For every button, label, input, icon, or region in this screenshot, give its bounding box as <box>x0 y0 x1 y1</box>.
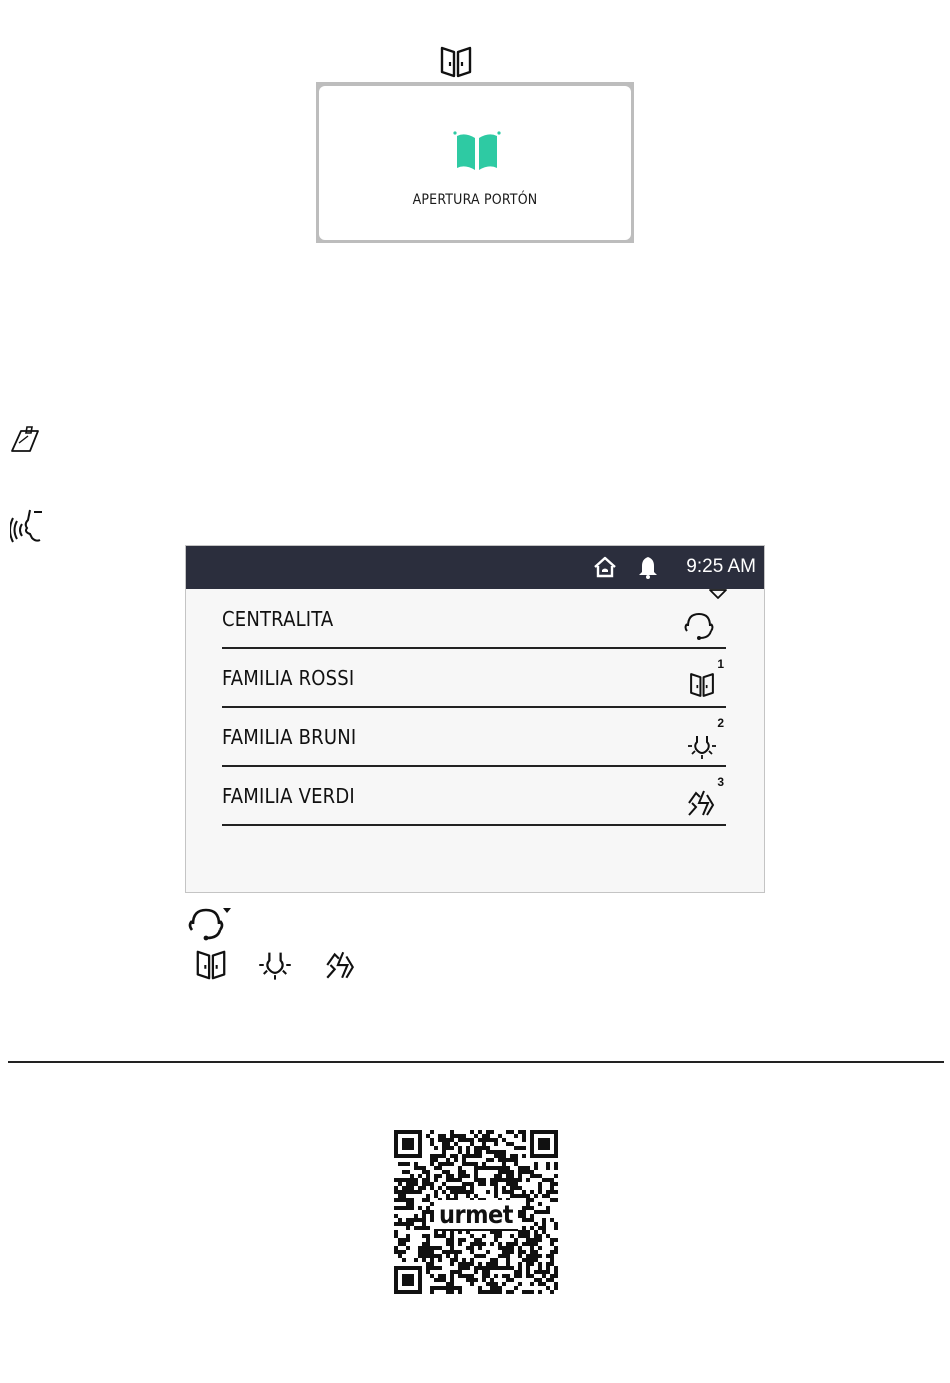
light-icon[interactable] <box>686 730 718 760</box>
phonebook-screen <box>185 545 765 893</box>
lock-icon[interactable] <box>686 787 716 819</box>
list-item-label: CENTRALITA <box>222 607 334 631</box>
gate-icon[interactable] <box>688 671 716 699</box>
chevron-down-icon <box>708 588 728 600</box>
urmet-logo <box>434 1200 518 1230</box>
status-bar <box>186 546 764 589</box>
relay-number: 1 <box>717 657 724 671</box>
relay-number: 2 <box>717 716 724 730</box>
gate-icon <box>194 948 228 982</box>
bell-icon[interactable] <box>637 555 659 579</box>
gate-open-card[interactable] <box>319 86 631 240</box>
list-item-label: FAMILIA ROSSI <box>222 666 355 690</box>
list-item[interactable] <box>222 649 726 708</box>
gate-open-card-frame <box>316 82 634 243</box>
headset-icon <box>187 904 233 942</box>
lock-icon <box>323 948 357 982</box>
list-item[interactable] <box>222 590 726 649</box>
clock: 9:25 AM <box>686 556 756 577</box>
note-icon <box>8 423 42 457</box>
list-item[interactable] <box>222 708 726 767</box>
relay-number: 3 <box>717 775 724 789</box>
gate-open-label: APERTURA PORTÓN <box>412 192 538 208</box>
headset-icon[interactable] <box>682 608 716 642</box>
speaking-icon <box>10 506 48 546</box>
gate-icon <box>438 44 474 80</box>
gate-open-icon <box>451 128 503 172</box>
list-item-label: FAMILIA VERDI <box>222 784 355 808</box>
urmet-logo-text: urmet <box>434 1200 518 1231</box>
qr-code <box>394 1130 558 1294</box>
footer-divider <box>8 1061 944 1063</box>
light-icon <box>257 948 293 982</box>
list-item-label: FAMILIA BRUNI <box>222 725 357 749</box>
home-icon[interactable] <box>593 556 617 578</box>
list-item[interactable] <box>222 767 726 826</box>
